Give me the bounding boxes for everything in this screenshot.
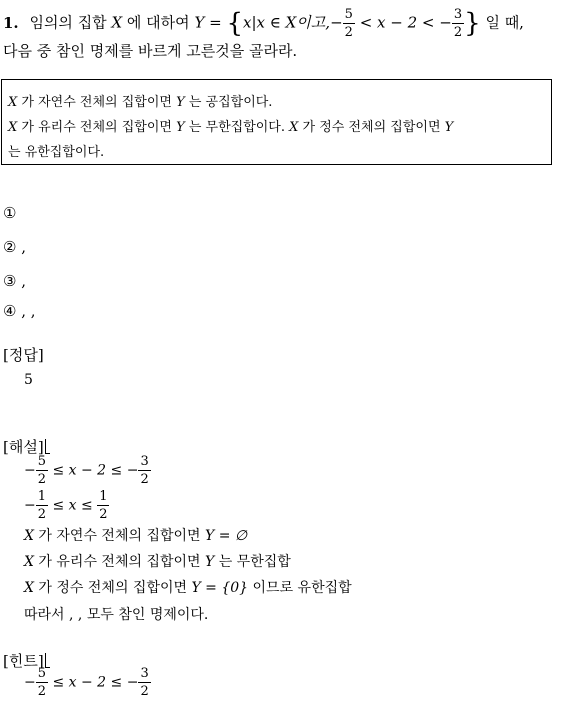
cursor-mark [45,439,50,454]
solution-line-2: − $\frac{1}{2}$ ≤ x ≤ $\frac{1}{2}$ [24,489,108,522]
question-when: 일 때, [485,13,524,32]
choice-1[interactable]: ① [3,204,17,222]
solution-line-3: X 가 자연수 전체의 집합이면 Y = ∅ [24,528,248,544]
left-brace: { [226,8,244,39]
question-intro: 임의의 집합 [29,13,107,32]
statement-3: 는 유한집합이다. [8,145,105,160]
question-line-2: 다음 중 참인 명제를 바르게 고른것을 골라라. [3,42,298,60]
fraction-5-2: $\frac{5}{2}$ [344,7,353,40]
choice-2[interactable]: ② , [3,238,27,256]
inequality-middle: < x − 2 < − [359,13,452,32]
choice-3[interactable]: ③ , [3,272,27,290]
choice-4[interactable]: ④ , , [3,302,36,320]
solution-title: [해설] [3,436,50,457]
statement-1: X 가 자연수 전체의 집합이면 Y 는 공집합이다. [8,95,273,110]
minus-sign: − [330,13,343,32]
set-condition: x|x ∈ X이고, [243,13,331,32]
statement-2: X 가 유리수 전체의 집합이면 Y 는 무한집합이다. X 가 정수 전체의 집합이면 Y [8,120,454,135]
set-x: X [111,13,123,32]
right-brace: } [464,8,481,39]
solution-line-1: − $\frac{5}{2}$ ≤ x − 2 ≤ − $\frac{3}{2}$ [24,454,149,487]
hint-title: [힌트] [3,650,50,671]
question-line-1 [3,8,524,39]
answer-value: 5 [24,372,33,388]
set-y-eq: Y = [194,13,222,32]
question-number: 1. [3,13,19,32]
solution-line-4: X 가 유리수 전체의 집합이면 Y 는 무한집합 [24,554,291,570]
solution-line-6: 따라서 , , 모두 참인 명제이다. [24,607,209,623]
statement-box [1,79,552,165]
question-for: 에 대하여 [126,13,190,32]
fraction-3-2: $\frac{3}{2}$ [453,7,463,40]
hint-line: − $\frac{5}{2}$ ≤ x − 2 ≤ − $\frac{3}{2}$ [24,666,149,699]
answer-title: [정답] [3,346,44,364]
solution-line-5: X 가 정수 전체의 집합이면 Y = {0} 이므로 유한집합 [24,580,352,596]
